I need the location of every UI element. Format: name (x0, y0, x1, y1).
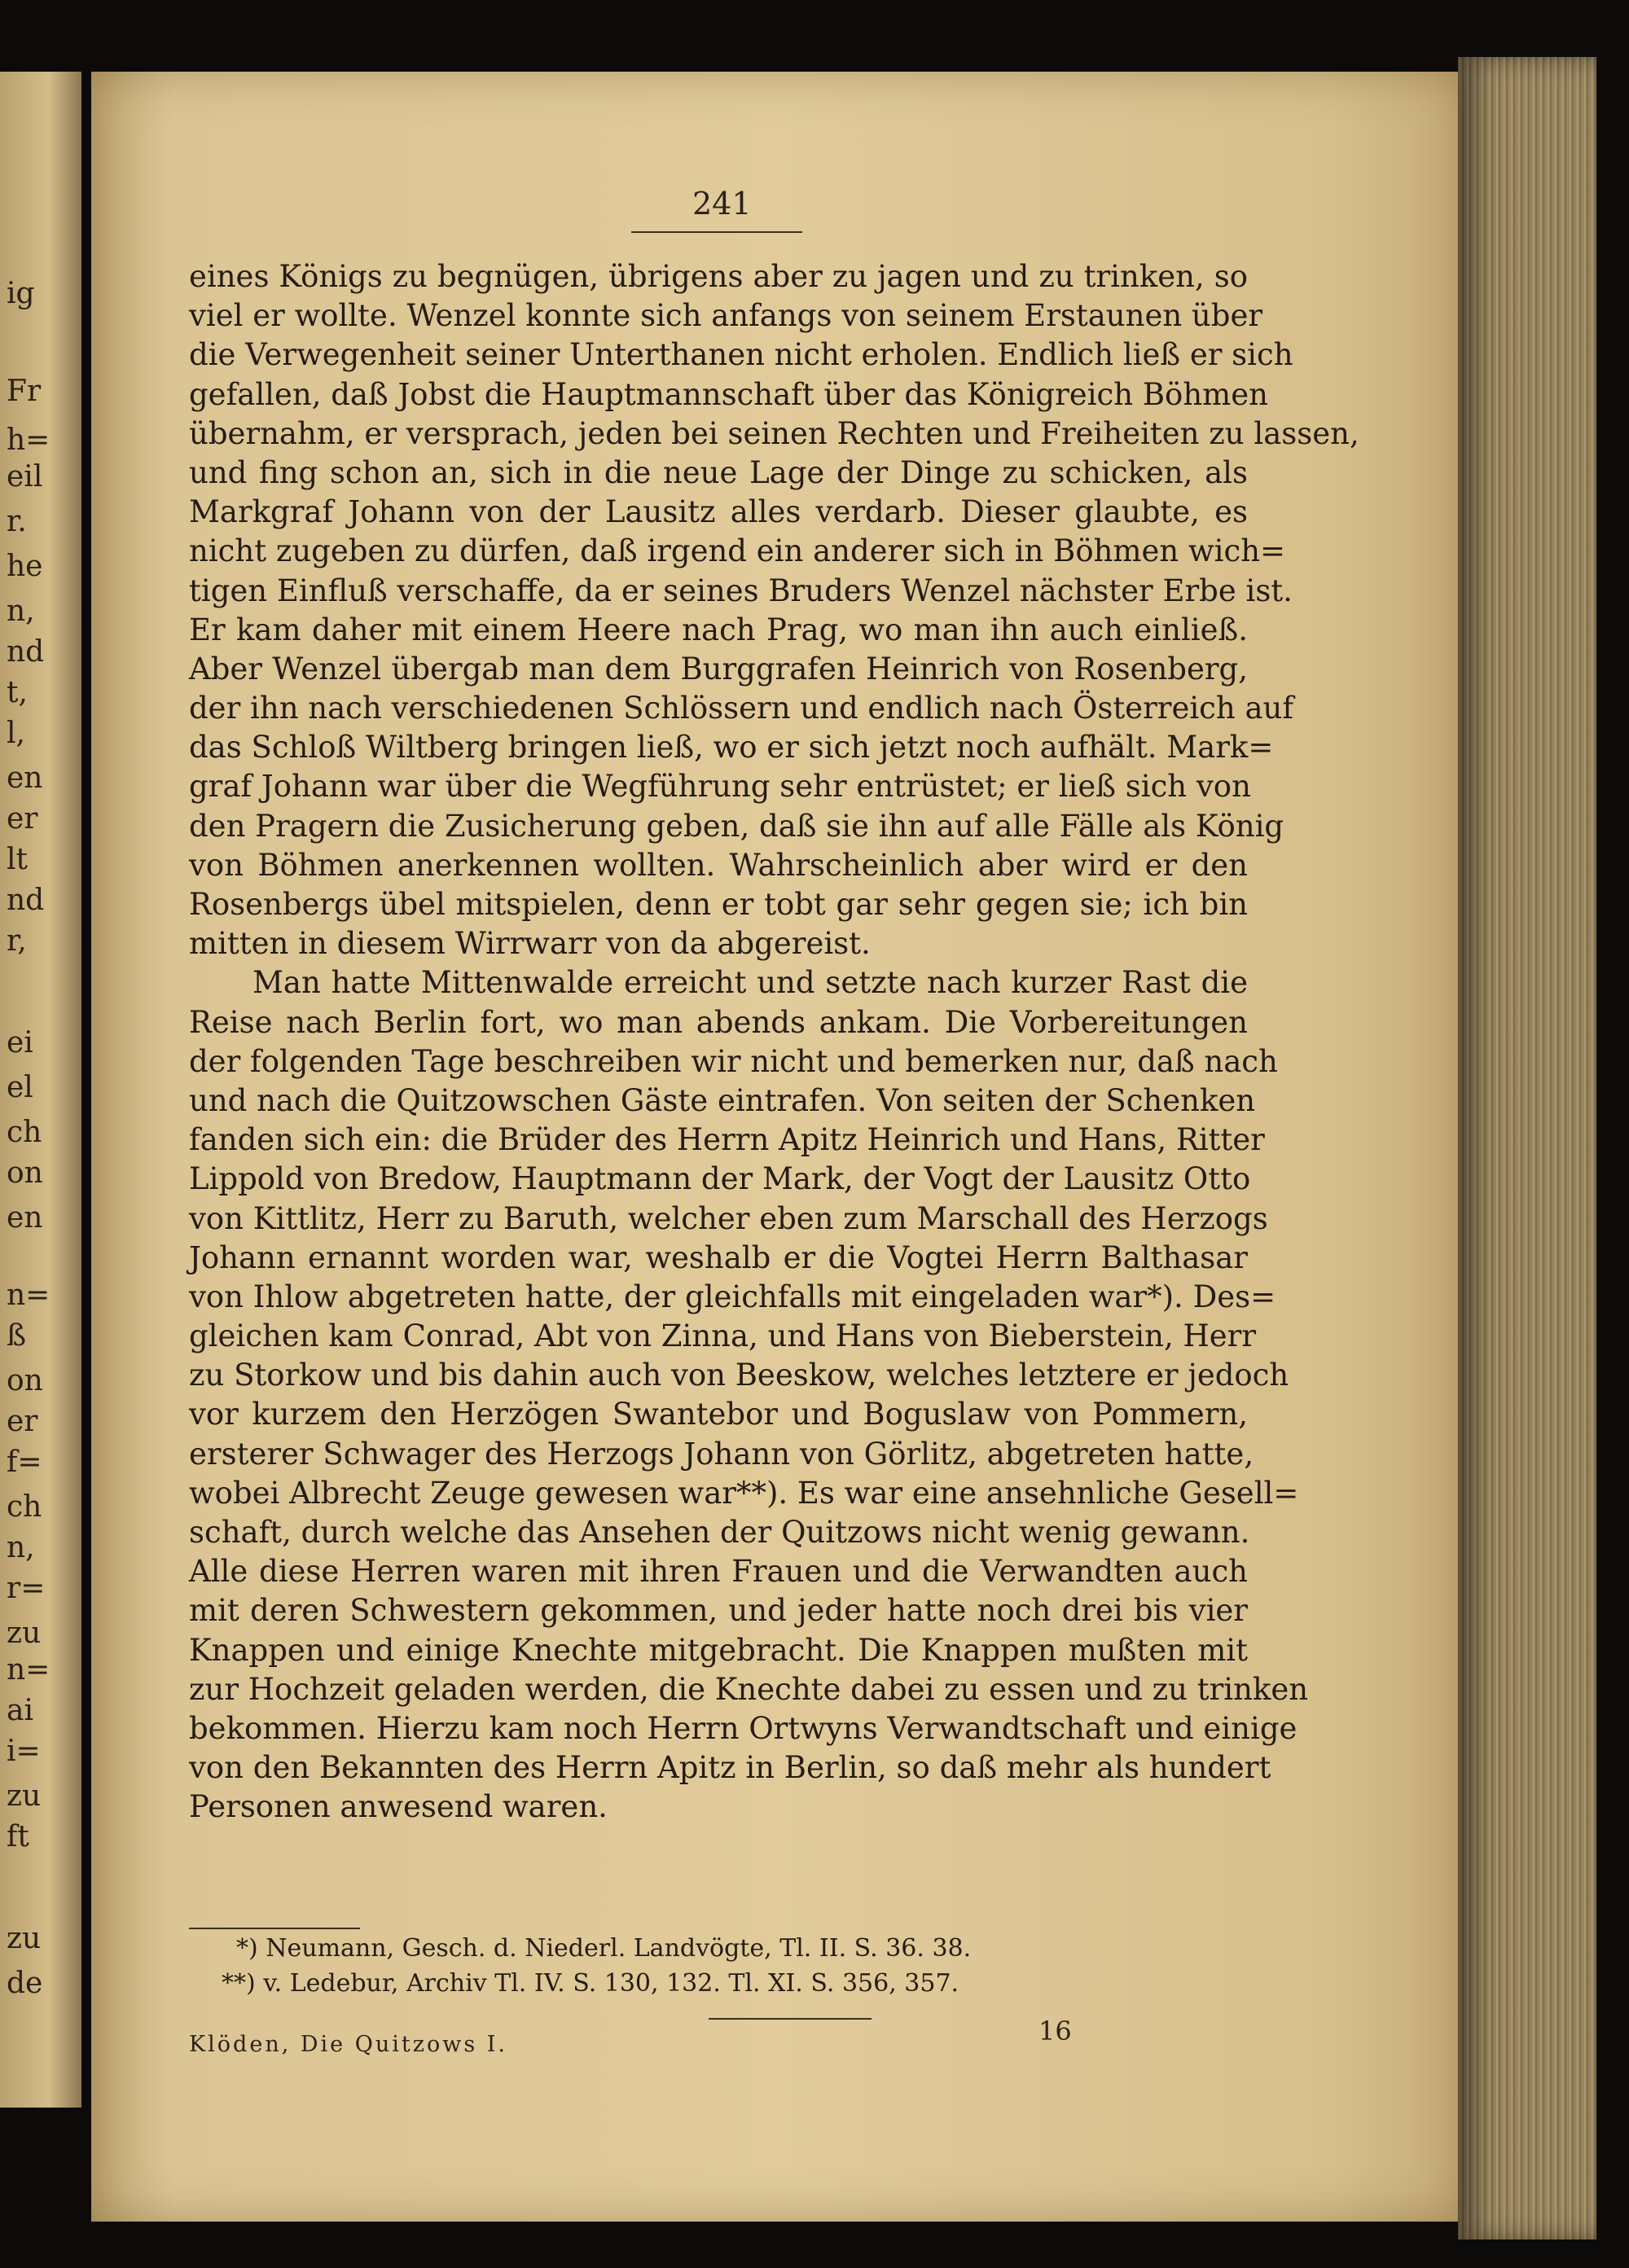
left-page-fragment: er (7, 802, 38, 836)
left-page-fragment: eil (7, 460, 43, 494)
footnote-2: **) v. Ledebur, Archiv Tl. IV. S. 130, 132. Tl. XI. S. 356, 357. (222, 1969, 959, 1998)
left-page-fragment: n, (7, 594, 35, 628)
left-page-fragment: t, (7, 676, 28, 709)
text-line: von den Bekannten des Herrn Apitz in Berlin, so daß mehr als hundert (189, 1750, 1271, 1786)
left-page-edge (0, 72, 81, 2108)
left-page-fragment: on (7, 1364, 43, 1397)
left-page-fragment: ai (7, 1694, 33, 1727)
left-page-fragment: er (7, 1405, 38, 1438)
text-line: Markgraf Johann von der Lausitz alles verdarb. Dieser glaubte, es (189, 494, 1248, 530)
text-line: der folgenden Tage beschreiben wir nicht und bemerken nur, daß nach (189, 1043, 1278, 1079)
text-line: graf Johann war über die Wegführung sehr entrüstet; er ließ sich von (189, 769, 1251, 805)
text-line: Knappen und einige Knechte mitgebracht. Die Knappen mußten mit (189, 1632, 1248, 1668)
left-page-fragment: el (7, 1071, 33, 1104)
sheet-number: 16 (1038, 2016, 1072, 2046)
left-page-fragment: lt (7, 843, 28, 876)
left-page-fragment: r. (7, 505, 27, 538)
left-page-fragment: n= (7, 1279, 50, 1312)
text-line: von Ihlow abgetreten hatte, der gleichfalls mit eingeladen war*). Des= (189, 1279, 1276, 1314)
left-page-fragment: Fr (7, 375, 42, 408)
left-page-fragment: ei (7, 1026, 33, 1059)
footnote-1: *) Neumann, Gesch. d. Niederl. Landvögte, Tl. II. S. 36. 38. (236, 1934, 972, 1963)
footnote-rule (189, 1928, 360, 1929)
text-line: ersterer Schwager des Herzogs Johann von Görlitz, abgetreten hatte, (189, 1436, 1254, 1472)
left-page-fragment: zu (7, 1779, 42, 1813)
text-line: gleichen kam Conrad, Abt von Zinna, und Hans von Bieberstein, Herr (189, 1318, 1257, 1354)
header-rule (631, 231, 802, 233)
text-line: mitten in diesem Wirrwarr von da abgereist. (189, 926, 871, 962)
text-line: bekommen. Hierzu kam noch Herrn Ortwyns Verwandtschaft und einige (189, 1710, 1297, 1746)
text-line: Man hatte Mittenwalde erreicht und setzte nach kurzer Rast die (252, 965, 1248, 1001)
left-page-fragment: zu (7, 1922, 42, 1955)
text-line: den Pragern die Zusicherung geben, daß sie ihn auf alle Fälle als König (189, 808, 1284, 844)
left-page-fragment: f= (7, 1445, 42, 1479)
text-line: der ihn nach verschiedenen Schlössern und endlich nach Österreich auf (189, 691, 1294, 726)
left-page-fragment: ch (7, 1116, 42, 1149)
text-line: fanden sich ein: die Brüder des Herrn Apitz Heinrich und Hans, Ritter (189, 1122, 1265, 1158)
bottom-rule (709, 2018, 872, 2020)
text-line: viel er wollte. Wenzel konnte sich anfangs von seinem Erstaunen über (189, 298, 1263, 334)
text-line: und fing schon an, sich in die neue Lage der Dinge zu schicken, als (189, 454, 1248, 490)
text-line: Reise nach Berlin fort, wo man abends ankam. Die Vorbereitungen (189, 1004, 1248, 1040)
left-page-fragment: i= (7, 1735, 41, 1768)
text-line: wobei Albrecht Zeuge gewesen war**). Es war eine ansehnliche Gesell= (189, 1475, 1299, 1511)
text-line: nicht zugeben zu dürfen, daß irgend ein anderer sich in Böhmen wich= (189, 533, 1286, 569)
signature-line: Klöden, Die Quitzows I. (189, 2032, 508, 2057)
left-page-fragment: h= (7, 423, 50, 457)
text-line: übernahm, er versprach, jeden bei seinen Rechten und Freiheiten zu lassen, (189, 415, 1359, 451)
text-line: mit deren Schwestern gekommen, und jeder hatte noch drei bis vier (189, 1593, 1248, 1629)
text-line: und nach die Quitzowschen Gäste eintrafen. Von seiten der Schenken (189, 1082, 1256, 1118)
left-page-fragment: ch (7, 1490, 42, 1524)
left-page-fragment: ig (7, 277, 35, 310)
left-page-fragment: ft (7, 1820, 29, 1853)
text-line: vor kurzem den Herzögen Swantebor und Boguslaw von Pommern, (189, 1397, 1248, 1432)
text-line: schaft, durch welche das Ansehen der Quitzows nicht wenig gewann. (189, 1515, 1250, 1550)
left-page-fragment: l, (7, 717, 25, 750)
text-line: die Verwegenheit seiner Unterthanen nicht erholen. Endlich ließ er sich (189, 337, 1293, 373)
left-page-fragment: en (7, 1201, 43, 1235)
left-page-fragment: r= (7, 1572, 46, 1605)
left-page-fragment: en (7, 761, 43, 795)
left-page-fragment: nd (7, 884, 45, 917)
left-page-fragment: zu (7, 1617, 42, 1650)
left-page-fragment: ß (7, 1319, 27, 1353)
text-line: eines Königs zu begnügen, übrigens aber zu jagen und zu trinken, so (189, 259, 1248, 294)
left-page-fragment: n, (7, 1531, 35, 1564)
text-line: von Kittlitz, Herr zu Baruth, welcher eben zum Marschall des Herzogs (189, 1200, 1268, 1236)
text-line: Personen anwesend waren. (189, 1789, 608, 1825)
left-page-fragment: n= (7, 1653, 50, 1687)
left-page-fragment: on (7, 1156, 43, 1190)
text-line: zu Storkow und bis dahin auch von Beeskow, welches letztere er jedoch (189, 1358, 1289, 1393)
text-line: das Schloß Wiltberg bringen ließ, wo er sich jetzt noch aufhält. Mark= (189, 730, 1274, 766)
text-line: Aber Wenzel übergab man dem Burggrafen Heinrich von Rosenberg, (189, 651, 1248, 687)
text-line: von Böhmen anerkennen wollten. Wahrscheinlich aber wird er den (189, 847, 1248, 883)
body-text (189, 257, 1359, 1827)
left-page-fragment: he (7, 550, 43, 583)
left-page-fragment: de (7, 1967, 43, 2000)
left-page-fragment: r, (7, 924, 27, 958)
text-line: Alle diese Herren waren mit ihren Frauen und die Verwandten auch (189, 1554, 1248, 1590)
left-page-fragment: nd (7, 635, 45, 669)
text-line: tigen Einfluß verschaffe, da er seines Bruders Wenzel nächster Erbe ist. (189, 572, 1293, 608)
text-line: Johann ernannt worden war, weshalb er die Vogtei Herrn Balthasar (189, 1239, 1248, 1275)
page-stack-edge (1458, 57, 1596, 2239)
text-line: gefallen, daß Jobst die Hauptmannschaft über das Königreich Böhmen (189, 376, 1268, 412)
text-line: Lippold von Bredow, Hauptmann der Mark, der Vogt der Lausitz Otto (189, 1161, 1251, 1197)
text-line: zur Hochzeit geladen werden, die Knechte dabei zu essen und zu trinken (189, 1671, 1309, 1707)
page-number: 241 (692, 186, 752, 222)
text-line: Rosenbergs übel mitspielen, denn er tobt gar sehr gegen sie; ich bin (189, 887, 1248, 922)
text-line: Er kam daher mit einem Heere nach Prag, wo man ihn auch einließ. (189, 612, 1248, 647)
